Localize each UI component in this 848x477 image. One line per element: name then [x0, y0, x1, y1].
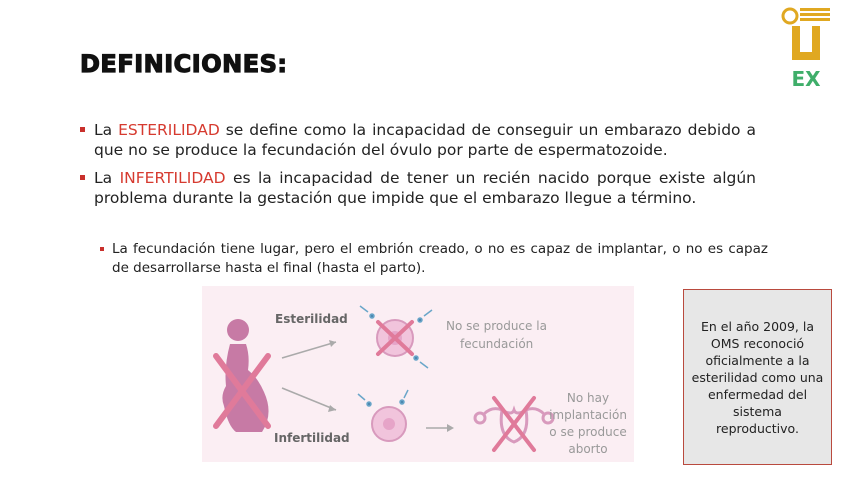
note-box: [683, 289, 832, 465]
bullet-text: se define como la incapacidad de conseguir un embarazo debido a que no se produce la fecundación del óvulo por parte de espermatozoide.: [94, 121, 756, 159]
ovum-icon-bottom: [372, 407, 406, 441]
sperm-icons-bottom: [358, 390, 408, 406]
caption-bottom-line-1: No hay: [566, 391, 610, 405]
label-esterilidad: Esterilidad: [275, 312, 348, 326]
arrow-down: [282, 388, 336, 410]
caption-top-line-1: No se produce la: [446, 319, 547, 333]
bullet-esterilidad: [80, 120, 756, 160]
term-esterilidad: ESTERILIDAD: [118, 121, 220, 139]
sterility-infertility-illustration: [202, 286, 634, 462]
caption-bottom-line-4: aborto: [568, 442, 608, 456]
label-infertilidad: Infertilidad: [274, 431, 350, 445]
sub-bullet: La fecundación tiene lugar, pero el embrión creado, o no es capaz de implantar, o no es capaz de desarrollarse hasta el final (hasta el parto).: [100, 240, 768, 278]
definition-list: [80, 120, 756, 216]
bullet-text: La: [94, 169, 120, 187]
term-infertilidad: INFERTILIDAD: [119, 169, 226, 187]
page-title: DEFINICIONES:: [80, 50, 288, 78]
bullet-text: La: [94, 121, 119, 139]
bullet-infertilidad: [80, 168, 756, 208]
svg-text:EX: EX: [791, 67, 821, 90]
uex-logo: [780, 6, 832, 90]
note-text: En el año 2009, la OMS reconoció oficialmente a la esterilidad como una enfermedad del sistema reproductivo.: [691, 318, 824, 436]
arrow-up: [282, 342, 336, 358]
caption-bottom-line-2: implantación: [549, 408, 627, 422]
caption-top-line-2: fecundación: [460, 337, 534, 351]
bullet-text: es la incapacidad de tener un recién nacido porque existe algún problema durante la gestación que impide que el embarazo llegue a término.: [94, 169, 757, 207]
caption-bottom-line-3: o se produce: [549, 425, 627, 439]
